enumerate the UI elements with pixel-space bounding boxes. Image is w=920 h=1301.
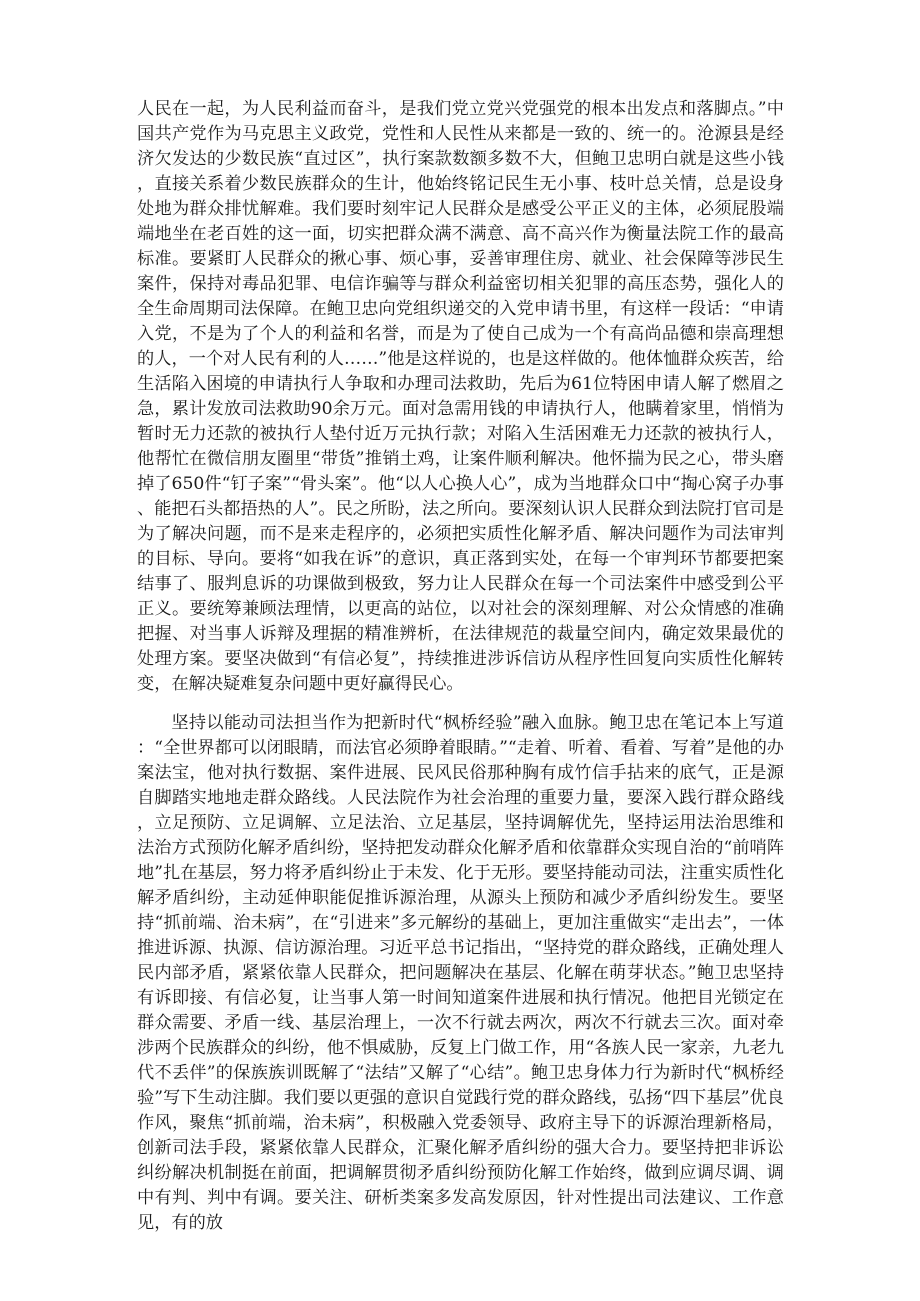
paragraph: 人民在一起，为人民利益而奋斗，是我们党立党兴党强党的根本出发点和落脚点。”中国共产党作为马克思主义政党，党性和人民性从来都是一致的、统一的。沧源县是经济欠发达的少数民族“直过区”，执行案款数额多数不大，但鲍卫忠明白就是这些小钱，直接关系着少数民族群众的生计，他始终铭记民生无小事、枝叶总关情，总是设身处地为群众排忧解难。我们要时刻牢记人民群众是感受公平正义的主体，必须屁股端端地坐在老百姓的这一面，切实把群众满不满意、高不高兴作为衡量法院工作的最高标准。要紧盯人民群众的揪心事、烦心事，妥善审理住房、就业、社会保障等涉民生案件，保持对毒品犯罪、电信诈骗等与群众利益密切相关犯罪的高压态势，强化人的全生命周期司法保障。在鲍卫忠向党组织递交的入党申请书里，有这样一段话：“申请入党，不是为了个人的利益和名誉，而是为了使自己成为一个有高尚品德和崇高理想的人，一个对人民有利的人……”他是这样说的，也是这样做的。他体恤群众疾苦，给生活陷入困境的申请执行人争取和办理司法救助，先后为61位特困申请人解了燃眉之急，累计发放司法救助90余万元。面对急需用钱的申请执行人，他瞒着家里，悄悄为暂时无力还款的被执行人垫付近万元执行款；对陷入生活困难无力还款的被执行人，他帮忙在微信朋友圈里“带货”推销土鸡，让案件顺利解决。他怀揣为民之心，带头磨掉了650件“钉子案”“骨头案”。他“以人心换人心”，成为当地群众口中“掏心窝子办事、能把石头都捂热的人”。民之所盼，法之所向。要深刻认识人民群众到法院打官司是为了解决问题，而不是来走程序的，必须把实质性化解矛盾、解决问题作为司法审判的目标、导向。要将“如我在诉”的意识，真正落到实处，在每一个审判环节都要把案结事了、服判息诉的功课做到极致，努力让人民群众在每一个司法案件中感受到公平正义。要统筹兼顾法理情，以更高的站位，以对社会的深刻理解、对公众情感的准确把握、对当事人诉辩及理据的精准辨析，在法律规范的裁量空间内，确定效果最优的处理方案。要坚决做到“有信必复”，持续推进涉诉信访从程序性回复向实质性化解转变，在解决疑难复杂问题中更好赢得民心。 <box>137 99 784 694</box>
paragraph: 坚持以能动司法担当作为把新时代“枫桥经验”融入血脉。鲍卫忠在笔记本上写道：“全世界都可以闭眼睛，而法官必须睁着眼睛。”“走着、听着、看着、写着”是他的办案法宝，他对执行数据、案件进展、民风民俗那种胸有成竹信手拈来的底气，正是源自脚踏实地地走群众路线。人民法院作为社会治理的重要力量，要深入践行群众路线，立足预防、立足调解、立足法治、立足基层，坚持调解优先，坚持运用法治思维和法治方式预防化解矛盾纠纷，坚持把发动群众化解矛盾和依靠群众实现自治的“前哨阵地”扎在基层，努力将矛盾纠纷止于未发、化于无形。要坚持能动司法，注重实质性化解矛盾纠纷，主动延伸职能促推诉源治理，从源头上预防和减少矛盾纠纷发生。要坚持“抓前端、治未病”，在“引进来”多元解纷的基础上，更加注重做实“走出去”，一体推进诉源、执源、信访源治理。习近平总书记指出，“坚持党的群众路线，正确处理人民内部矛盾，紧紧依靠人民群众，把问题解决在基层、化解在萌芽状态。”鲍卫忠坚持有诉即接、有信必复，让当事人第一时间知道案件进展和执行情况。他把目光锁定在群众需要、矛盾一线、基层治理上，一次不行就去两次，两次不行就去三次。面对牵涉两个民族群众的纠纷，他不惧威胁，反复上门做工作，用“各族人民一家亲，九老九代不丢伴”的保族族训既解了“法结”又解了“心结”。鲍卫忠身体力行为新时代“枫桥经验”写下生动注脚。我们要以更强的意识自觉践行党的群众路线，弘扬“四下基层”优良作风，聚焦“抓前端，治未病”，积极融入党委领导、政府主导下的诉源治理新格局，创新司法手段，紧紧依靠人民群众，汇聚化解矛盾纠纷的强大合力。要坚持把非诉讼纠纷解决机制挺在前面，把调解贯彻矛盾纠纷预防化解工作始终，做到应调尽调、调中有判、判中有调。要关注、研析类案多发高发原因，针对性提出司法建议、工作意见，有的放 <box>137 713 784 1233</box>
document-body <box>137 97 784 1236</box>
